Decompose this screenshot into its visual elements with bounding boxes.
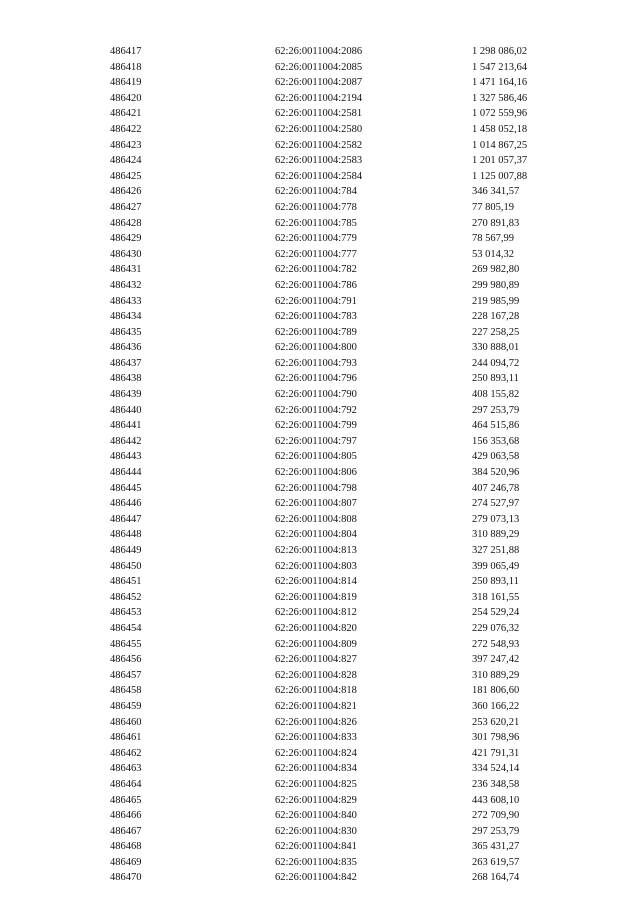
cadastral-value-cell: 360 166,22 xyxy=(472,700,520,712)
table-row xyxy=(110,294,580,310)
table-row xyxy=(110,839,580,855)
cadastral-number-cell: 62:26:0011004:819 xyxy=(275,591,357,603)
table-row xyxy=(110,512,580,528)
cadastral-number-cell: 62:26:0011004:841 xyxy=(275,841,357,853)
cadastral-number-cell: 62:26:0011004:798 xyxy=(275,482,357,494)
cadastral-value-cell: 330 888,01 xyxy=(472,342,520,354)
cadastral-number-cell: 62:26:0011004:2582 xyxy=(275,139,363,151)
cadastral-number-cell: 62:26:0011004:828 xyxy=(275,669,357,681)
cadastral-number-cell: 62:26:0011004:790 xyxy=(275,389,357,401)
table-row xyxy=(110,387,580,403)
cadastral-number-cell: 62:26:0011004:803 xyxy=(275,560,357,572)
row-number-cell: 486462 xyxy=(110,747,142,759)
cadastral-number-cell: 62:26:0011004:2580 xyxy=(275,123,363,135)
row-number-cell: 486438 xyxy=(110,373,142,385)
row-number-cell: 486468 xyxy=(110,841,142,853)
cadastral-number-cell: 62:26:0011004:805 xyxy=(275,451,357,463)
cadastral-number-cell: 62:26:0011004:779 xyxy=(275,233,357,245)
cadastral-value-cell: 310 889,29 xyxy=(472,529,520,541)
cadastral-number-cell: 62:26:0011004:778 xyxy=(275,201,357,213)
cadastral-value-cell: 334 524,14 xyxy=(472,763,520,775)
row-number-cell: 486444 xyxy=(110,467,142,479)
table-row xyxy=(110,793,580,809)
cadastral-number-cell: 62:26:0011004:793 xyxy=(275,357,357,369)
row-number-cell: 486423 xyxy=(110,139,142,151)
row-number-cell: 486424 xyxy=(110,155,142,167)
cadastral-value-cell: 77 805,19 xyxy=(472,201,514,213)
cadastral-number-cell: 62:26:0011004:842 xyxy=(275,872,357,884)
cadastral-value-cell: 299 980,89 xyxy=(472,279,520,291)
cadastral-value-cell: 464 515,86 xyxy=(472,420,520,432)
cadastral-value-cell: 156 353,68 xyxy=(472,435,520,447)
cadastral-number-cell: 62:26:0011004:800 xyxy=(275,342,357,354)
cadastral-number-cell: 62:26:0011004:804 xyxy=(275,529,357,541)
cadastral-value-cell: 346 341,57 xyxy=(472,186,520,198)
cadastral-number-cell: 62:26:0011004:2087 xyxy=(275,77,363,89)
cadastral-number-cell: 62:26:0011004:806 xyxy=(275,467,357,479)
cadastral-number-cell: 62:26:0011004:784 xyxy=(275,186,357,198)
cadastral-number-cell: 62:26:0011004:826 xyxy=(275,716,357,728)
row-number-cell: 486436 xyxy=(110,342,142,354)
row-number-cell: 486449 xyxy=(110,545,142,556)
row-number-cell: 486432 xyxy=(110,279,142,291)
row-number-cell: 486456 xyxy=(110,654,142,666)
table-row xyxy=(110,122,580,138)
table-row xyxy=(110,481,580,497)
table-row xyxy=(110,184,580,200)
row-number-cell: 486421 xyxy=(110,108,142,120)
table-row xyxy=(110,262,580,278)
cadastral-value-cell: 250 893,11 xyxy=(472,373,519,385)
row-number-cell: 486419 xyxy=(110,77,142,89)
table-row xyxy=(110,434,580,450)
cadastral-value-cell: 181 806,60 xyxy=(472,685,520,697)
cadastral-value-cell: 1 547 213,64 xyxy=(472,61,528,73)
table-row xyxy=(110,621,580,637)
row-number-cell: 486435 xyxy=(110,326,142,338)
cadastral-value-cell: 272 548,93 xyxy=(472,638,520,650)
table-row xyxy=(110,44,580,60)
row-number-cell: 486427 xyxy=(110,201,142,213)
cadastral-number-cell: 62:26:0011004:818 xyxy=(275,685,357,697)
cadastral-number-cell: 62:26:0011004:777 xyxy=(275,248,357,260)
cadastral-value-cell: 1 125 007,88 xyxy=(472,170,528,182)
table-row xyxy=(110,169,580,185)
cadastral-value-cell: 397 247,42 xyxy=(472,654,520,666)
cadastral-value-cell: 301 798,96 xyxy=(472,732,520,744)
table-row xyxy=(110,730,580,746)
row-number-cell: 486465 xyxy=(110,794,142,806)
row-number-cell: 486429 xyxy=(110,233,142,245)
cadastral-number-cell: 62:26:0011004:808 xyxy=(275,513,357,525)
table-row xyxy=(110,356,580,372)
cadastral-value-cell: 384 520,96 xyxy=(472,467,520,479)
table-row xyxy=(110,496,580,512)
row-number-cell: 486426 xyxy=(110,186,142,198)
cadastral-number-cell: 62:26:0011004:834 xyxy=(275,763,357,775)
table-row xyxy=(110,247,580,263)
table-row xyxy=(110,761,580,777)
table-row xyxy=(110,200,580,216)
cadastral-value-cell: 268 164,74 xyxy=(472,872,520,884)
cadastral-number-cell: 62:26:0011004:792 xyxy=(275,404,357,416)
cadastral-number-cell: 62:26:0011004:840 xyxy=(275,810,357,822)
cadastral-value-cell: 297 253,79 xyxy=(472,825,520,837)
row-number-cell: 486428 xyxy=(110,217,142,229)
row-number-cell: 486430 xyxy=(110,248,142,260)
cadastral-number-cell: 62:26:0011004:786 xyxy=(275,279,357,291)
row-number-cell: 486452 xyxy=(110,591,142,603)
table-row xyxy=(110,527,580,543)
table-row xyxy=(110,75,580,91)
cadastral-value-cell: 263 619,57 xyxy=(472,856,520,868)
row-number-cell: 486417 xyxy=(110,46,142,57)
cadastral-number-cell: 62:26:0011004:812 xyxy=(275,607,357,619)
cadastral-number-cell: 62:26:0011004:2194 xyxy=(275,92,363,104)
table-row xyxy=(110,216,580,232)
cadastral-value-cell: 250 893,11 xyxy=(472,576,519,588)
cadastral-value-cell: 272 709,90 xyxy=(472,810,520,822)
cadastral-value-cell: 421 791,31 xyxy=(472,747,520,759)
cadastral-value-cell: 254 529,24 xyxy=(472,607,520,619)
cadastral-number-cell: 62:26:0011004:809 xyxy=(275,638,357,650)
row-number-cell: 486454 xyxy=(110,622,142,634)
row-number-cell: 486459 xyxy=(110,700,142,712)
cadastral-value-cell: 1 072 559,96 xyxy=(472,108,528,120)
table-row xyxy=(110,574,580,590)
cadastral-value-cell: 1 298 086,02 xyxy=(472,46,528,57)
cadastral-value-cell: 1 201 057,37 xyxy=(472,155,528,167)
table-row xyxy=(110,855,580,871)
cadastral-number-cell: 62:26:0011004:2086 xyxy=(275,46,363,57)
table-row xyxy=(110,138,580,154)
row-number-cell: 486441 xyxy=(110,420,142,432)
table-row xyxy=(110,683,580,699)
cadastral-value-cell: 1 458 052,18 xyxy=(472,123,528,135)
row-number-cell: 486420 xyxy=(110,92,142,104)
cadastral-number-cell: 62:26:0011004:807 xyxy=(275,498,357,510)
table-row xyxy=(110,278,580,294)
row-number-cell: 486442 xyxy=(110,435,142,447)
cadastral-value-cell: 269 982,80 xyxy=(472,264,520,276)
table-row xyxy=(110,777,580,793)
row-number-cell: 486455 xyxy=(110,638,142,650)
cadastral-number-cell: 62:26:0011004:2085 xyxy=(275,61,363,73)
row-number-cell: 486446 xyxy=(110,498,142,510)
row-number-cell: 486460 xyxy=(110,716,142,728)
cadastral-number-cell: 62:26:0011004:824 xyxy=(275,747,357,759)
table-row xyxy=(110,559,580,575)
cadastral-number-cell: 62:26:0011004:797 xyxy=(275,435,357,447)
row-number-cell: 486470 xyxy=(110,872,142,884)
row-number-cell: 486457 xyxy=(110,669,142,681)
cadastral-value-cell: 407 246,78 xyxy=(472,482,520,494)
cadastral-value-cell: 78 567,99 xyxy=(472,233,514,245)
cadastral-value-cell: 443 608,10 xyxy=(472,794,520,806)
row-number-cell: 486450 xyxy=(110,560,142,572)
cadastral-value-cell: 219 985,99 xyxy=(472,295,520,307)
table-row xyxy=(110,465,580,481)
cadastral-value-cell: 399 065,49 xyxy=(472,560,520,572)
table-row xyxy=(110,60,580,76)
row-number-cell: 486464 xyxy=(110,778,142,790)
cadastral-number-cell: 62:26:0011004:825 xyxy=(275,778,357,790)
cadastral-value-cell: 279 073,13 xyxy=(472,513,520,525)
cadastral-value-cell: 1 327 586,46 xyxy=(472,92,528,104)
cadastral-number-cell: 62:26:0011004:799 xyxy=(275,420,357,432)
cadastral-value-cell: 274 527,97 xyxy=(472,498,520,510)
cadastral-number-cell: 62:26:0011004:830 xyxy=(275,825,357,837)
table-row xyxy=(110,746,580,762)
table-row xyxy=(110,403,580,419)
table-row xyxy=(110,309,580,325)
cadastral-number-cell: 62:26:0011004:789 xyxy=(275,326,357,338)
table-row xyxy=(110,590,580,606)
row-number-cell: 486418 xyxy=(110,61,142,73)
table-row xyxy=(110,153,580,169)
row-number-cell: 486422 xyxy=(110,123,142,135)
cadastral-value-cell: 53 014,32 xyxy=(472,248,514,260)
table-row xyxy=(110,106,580,122)
cadastral-number-cell: 62:26:0011004:820 xyxy=(275,622,357,634)
row-number-cell: 486453 xyxy=(110,607,142,619)
row-number-cell: 486461 xyxy=(110,732,142,744)
row-number-cell: 486469 xyxy=(110,856,142,868)
table-row xyxy=(110,808,580,824)
row-number-cell: 486434 xyxy=(110,311,142,323)
cadastral-number-cell: 62:26:0011004:821 xyxy=(275,700,357,712)
table-row xyxy=(110,637,580,653)
table-row xyxy=(110,824,580,840)
cadastral-number-cell: 62:26:0011004:2583 xyxy=(275,155,363,167)
table-row xyxy=(110,231,580,247)
cadastral-number-cell: 62:26:0011004:827 xyxy=(275,654,357,666)
cadastral-number-cell: 62:26:0011004:2584 xyxy=(275,170,363,182)
row-number-cell: 486443 xyxy=(110,451,142,463)
cadastral-value-cell: 1 471 164,16 xyxy=(472,77,528,89)
table-row xyxy=(110,449,580,465)
row-number-cell: 486440 xyxy=(110,404,142,416)
cadastral-value-cell: 310 889,29 xyxy=(472,669,520,681)
cadastral-value-cell: 365 431,27 xyxy=(472,841,520,853)
cadastral-value-cell: 236 348,58 xyxy=(472,778,520,790)
cadastral-value-cell: 228 167,28 xyxy=(472,311,520,323)
row-number-cell: 486425 xyxy=(110,170,142,182)
row-number-cell: 486431 xyxy=(110,264,142,276)
row-number-cell: 486439 xyxy=(110,389,142,401)
table-row xyxy=(110,371,580,387)
cadastral-value-cell: 297 253,79 xyxy=(472,404,520,416)
table-row xyxy=(110,418,580,434)
row-number-cell: 486445 xyxy=(110,482,142,494)
cadastral-number-cell: 62:26:0011004:796 xyxy=(275,373,357,385)
row-number-cell: 486437 xyxy=(110,357,142,369)
table-row xyxy=(110,870,580,886)
cadastral-value-cell: 253 620,21 xyxy=(472,716,520,728)
cadastral-value-cell: 327 251,88 xyxy=(472,545,520,556)
cadastral-number-cell: 62:26:0011004:835 xyxy=(275,856,357,868)
cadastral-number-cell: 62:26:0011004:833 xyxy=(275,732,357,744)
cadastral-value-table xyxy=(110,44,580,886)
cadastral-value-cell: 270 891,83 xyxy=(472,217,520,229)
table-row xyxy=(110,652,580,668)
cadastral-value-cell: 429 063,58 xyxy=(472,451,520,463)
cadastral-number-cell: 62:26:0011004:813 xyxy=(275,545,357,556)
row-number-cell: 486458 xyxy=(110,685,142,697)
cadastral-value-cell: 318 161,55 xyxy=(472,591,520,603)
row-number-cell: 486463 xyxy=(110,763,142,775)
cadastral-value-cell: 227 258,25 xyxy=(472,326,520,338)
cadastral-value-cell: 1 014 867,25 xyxy=(472,139,528,151)
table-row xyxy=(110,91,580,107)
table-row xyxy=(110,543,580,559)
table-row xyxy=(110,699,580,715)
table-row xyxy=(110,325,580,341)
cadastral-number-cell: 62:26:0011004:814 xyxy=(275,576,357,588)
cadastral-value-cell: 408 155,82 xyxy=(472,389,520,401)
table-row xyxy=(110,605,580,621)
row-number-cell: 486467 xyxy=(110,825,142,837)
row-number-cell: 486466 xyxy=(110,810,142,822)
row-number-cell: 486433 xyxy=(110,295,142,307)
cadastral-number-cell: 62:26:0011004:783 xyxy=(275,311,357,323)
cadastral-number-cell: 62:26:0011004:2581 xyxy=(275,108,363,120)
cadastral-number-cell: 62:26:0011004:785 xyxy=(275,217,357,229)
cadastral-value-cell: 244 094,72 xyxy=(472,357,520,369)
cadastral-value-cell: 229 076,32 xyxy=(472,622,520,634)
table-row xyxy=(110,715,580,731)
cadastral-number-cell: 62:26:0011004:791 xyxy=(275,295,357,307)
row-number-cell: 486451 xyxy=(110,576,142,588)
cadastral-number-cell: 62:26:0011004:782 xyxy=(275,264,357,276)
table-row xyxy=(110,340,580,356)
table-row xyxy=(110,668,580,684)
cadastral-number-cell: 62:26:0011004:829 xyxy=(275,794,357,806)
row-number-cell: 486448 xyxy=(110,529,142,541)
row-number-cell: 486447 xyxy=(110,513,142,525)
